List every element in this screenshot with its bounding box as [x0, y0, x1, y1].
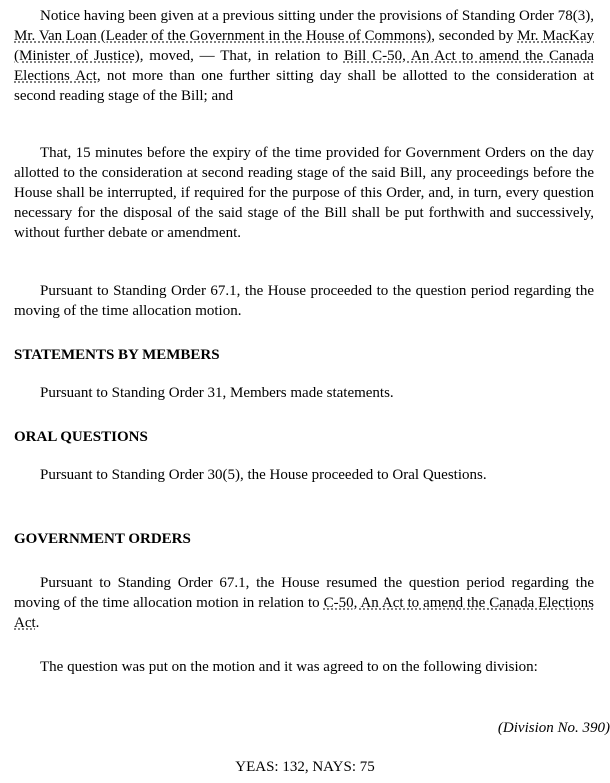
government-orders-heading: GOVERNMENT ORDERS: [14, 531, 191, 547]
statements-heading: STATEMENTS BY MEMBERS: [14, 347, 220, 363]
division-number: (Division No. 390): [497, 720, 610, 736]
vote-result: YEAS: 132, NAYS: 75: [235, 759, 375, 775]
oral-questions-heading: ORAL QUESTIONS: [14, 429, 148, 445]
notice-paragraph: Notice having been given at a previous sitting under the provisions of Standing Order 78(3), Mr. Van Loan (Leader of the Government in the House of Commons), seconded by Mr. MacKay (Minister of Justice), moved, — That, in relation to Bill C-50, An Act to amend the Canada Elections Act, not more than one further sitting day shall be allotted to the consideration at second reading stage of the Bill; and: [14, 8, 594, 104]
question-period-paragraph: Pursuant to Standing Order 67.1, the House proceeded to the question period regarding the moving of the time allocation motion.: [14, 283, 594, 319]
statements-paragraph: Pursuant to Standing Order 31, Members made statements.: [40, 385, 394, 401]
division-intro-paragraph: The question was put on the motion and it was agreed to on the following division:: [40, 659, 538, 675]
van-loan-link[interactable]: Mr. Van Loan (Leader of the Government in the House of Commons): [14, 28, 432, 44]
mackay-link[interactable]: Mr. MacKay (Minister of Justice): [14, 28, 594, 64]
c50-link[interactable]: C-50, An Act to amend the Canada Elections Act: [14, 595, 595, 631]
resumed-question-period-paragraph: Pursuant to Standing Order 67.1, the House resumed the question period regarding the moving of the time allocation motion in relation to C-50, An Act to amend the Canada Elections Act.: [14, 575, 595, 631]
bill-c50-link[interactable]: Bill C-50, An Act to amend the Canada Elections Act: [14, 48, 594, 84]
oral-questions-paragraph: Pursuant to Standing Order 30(5), the House proceeded to Oral Questions.: [40, 467, 487, 483]
interruption-paragraph: That, 15 minutes before the expiry of the time provided for Government Orders on the day allotted to the consideration at second reading stage of the said Bill, any proceedings before the House shall be interrupted, if required for the purpose of this Order, and, in turn, every question necessary for the disposal of the said stage of the Bill shall be put forthwith and successively, without further debate or amendment.: [14, 145, 594, 241]
